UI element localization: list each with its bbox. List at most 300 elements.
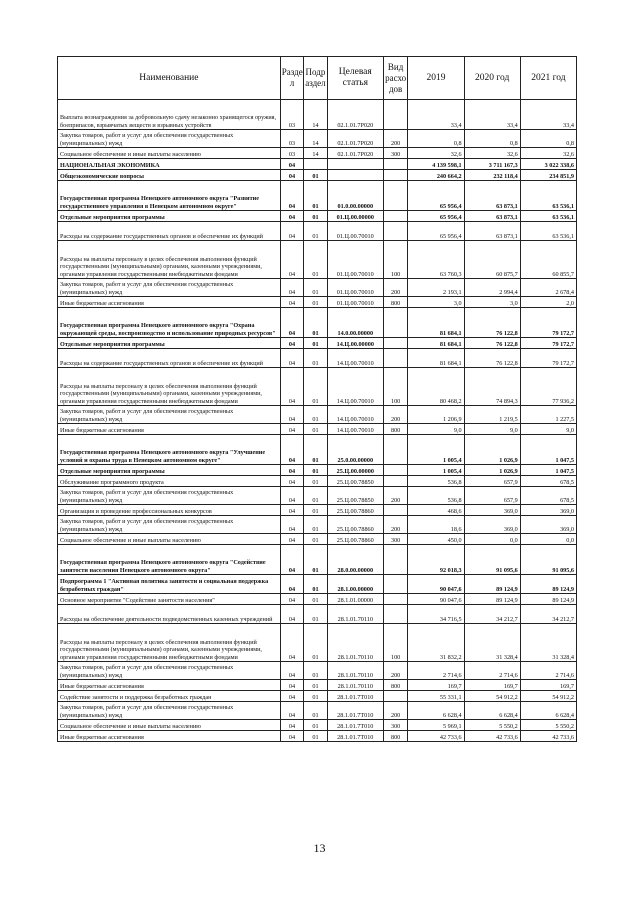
cell-subsection: 01 <box>304 241 327 279</box>
table-row <box>58 575 577 594</box>
cell-section: 03 <box>280 100 303 130</box>
cell-name: Государственная программа Ненецкого автономного округа "Охрана окружающей среды, воспроизводство и использование природных ресурсов" <box>58 308 281 338</box>
header-year-2020: 2020 год <box>464 57 520 100</box>
cell-expense-type: 800 <box>383 731 408 742</box>
cell-target-article: 25.Ц.00.78850 <box>327 476 383 487</box>
cell-expense-type <box>383 505 408 516</box>
cell-2020: 2 994,4 <box>464 279 520 297</box>
cell-expense-type: 100 <box>383 241 408 279</box>
cell-2019: 18,6 <box>408 516 464 534</box>
cell-subsection: 01 <box>304 731 327 742</box>
cell-section: 04 <box>280 594 303 605</box>
cell-target-article: 25.Ц.00.78850 <box>327 487 383 505</box>
cell-2021: 34 212,7 <box>520 605 576 624</box>
table-row <box>58 662 577 680</box>
cell-section: 04 <box>280 297 303 308</box>
header-subsection: Подр аздел <box>304 57 327 100</box>
table-row <box>58 159 577 170</box>
cell-2019: 2 714,6 <box>408 662 464 680</box>
cell-2021: 63 536,1 <box>520 211 576 222</box>
cell-subsection: 01 <box>304 211 327 222</box>
table-row <box>58 435 577 465</box>
cell-2020: 31 328,4 <box>464 624 520 662</box>
cell-name: Закупка товаров, работ и услуг для обеспечения государственных (муниципальных) нужд <box>58 406 281 424</box>
cell-2020: 3,0 <box>464 297 520 308</box>
cell-2021: 33,4 <box>520 100 576 130</box>
cell-subsection: 01 <box>304 662 327 680</box>
cell-2019: 63 760,3 <box>408 241 464 279</box>
cell-2020: 89 124,9 <box>464 575 520 594</box>
cell-2020: 3 711 167,3 <box>464 159 520 170</box>
cell-expense-type: 800 <box>383 424 408 435</box>
cell-expense-type <box>383 545 408 575</box>
cell-expense-type: 200 <box>383 702 408 720</box>
table-row <box>58 170 577 181</box>
table-row <box>58 211 577 222</box>
cell-name: Отдельные мероприятия программы <box>58 465 281 476</box>
cell-2021: 63 536,1 <box>520 181 576 211</box>
cell-2021: 369,0 <box>520 505 576 516</box>
cell-2019: 55 331,1 <box>408 691 464 702</box>
cell-target-article: 28.1.01.7Т010 <box>327 731 383 742</box>
cell-2020: 2 714,6 <box>464 662 520 680</box>
table-header-row <box>58 57 577 100</box>
cell-subsection: 01 <box>304 691 327 702</box>
cell-2021: 63 536,1 <box>520 222 576 241</box>
cell-subsection: 01 <box>304 368 327 406</box>
cell-name: Социальное обеспечение и иные выплаты населению <box>58 720 281 731</box>
table-row <box>58 349 577 368</box>
cell-subsection: 01 <box>304 516 327 534</box>
cell-2021: 2 714,6 <box>520 662 576 680</box>
cell-subsection: 01 <box>304 465 327 476</box>
cell-2019: 65 956,4 <box>408 222 464 241</box>
cell-target-article: 02.1.01.7Р020 <box>327 148 383 159</box>
cell-2019: 6 628,4 <box>408 702 464 720</box>
table-row <box>58 594 577 605</box>
cell-name: Закупка товаров, работ и услуг для обеспечения государственных (муниципальных) нужд <box>58 487 281 505</box>
cell-section: 04 <box>280 424 303 435</box>
cell-2021: 5 550,2 <box>520 720 576 731</box>
cell-name: Закупка товаров, работ и услуг для обеспечения государственных (муниципальных) нужд <box>58 516 281 534</box>
cell-2020: 33,4 <box>464 100 520 130</box>
cell-subsection: 14 <box>304 130 327 148</box>
table-row <box>58 100 577 130</box>
cell-section: 04 <box>280 279 303 297</box>
cell-2019: 33,4 <box>408 100 464 130</box>
cell-2021: 89 124,9 <box>520 575 576 594</box>
cell-name: Иные бюджетные ассигнования <box>58 297 281 308</box>
cell-target-article: 28.1.01.70110 <box>327 680 383 691</box>
cell-target-article: 28.1.01.70110 <box>327 662 383 680</box>
table-row <box>58 487 577 505</box>
header-year-2019: 2019 <box>408 57 464 100</box>
cell-subsection: 01 <box>304 435 327 465</box>
table-row <box>58 424 577 435</box>
cell-subsection: 01 <box>304 406 327 424</box>
cell-section: 04 <box>280 170 303 181</box>
cell-2019: 90 047,6 <box>408 594 464 605</box>
table-row <box>58 241 577 279</box>
cell-name: Содействие занятости и поддержка безработных граждан <box>58 691 281 702</box>
cell-section: 04 <box>280 505 303 516</box>
cell-2019: 468,6 <box>408 505 464 516</box>
cell-2019: 32,6 <box>408 148 464 159</box>
cell-2020: 369,0 <box>464 505 520 516</box>
cell-target-article: 28.1.01.70110 <box>327 624 383 662</box>
cell-2021: 3 022 338,6 <box>520 159 576 170</box>
cell-target-article: 28.1.01.70110 <box>327 605 383 624</box>
cell-expense-type: 300 <box>383 148 408 159</box>
table-row <box>58 720 577 731</box>
cell-2019: 1 206,9 <box>408 406 464 424</box>
cell-expense-type: 300 <box>383 720 408 731</box>
cell-2020: 6 628,4 <box>464 702 520 720</box>
cell-subsection: 01 <box>304 594 327 605</box>
cell-2020: 9,0 <box>464 424 520 435</box>
cell-2020: 5 550,2 <box>464 720 520 731</box>
cell-section: 04 <box>280 308 303 338</box>
cell-2021: 9,0 <box>520 424 576 435</box>
cell-section: 04 <box>280 435 303 465</box>
cell-2019: 1 005,4 <box>408 465 464 476</box>
cell-target-article: 28.1.01.7Т010 <box>327 720 383 731</box>
cell-target-article: 25.Ц.00.78860 <box>327 516 383 534</box>
cell-expense-type: 300 <box>383 534 408 545</box>
cell-section: 04 <box>280 624 303 662</box>
table-row <box>58 279 577 297</box>
table-row <box>58 691 577 702</box>
cell-section: 04 <box>280 731 303 742</box>
cell-name: Выплата вознаграждения за добровольную сдачу незаконно хранящегося оружия, боеприпасов, взрывчатых веществ и взрывных устройств <box>58 100 281 130</box>
table-row <box>58 222 577 241</box>
cell-2019: 65 956,4 <box>408 211 464 222</box>
table-row <box>58 476 577 487</box>
cell-target-article: 14.Ц.00.70010 <box>327 406 383 424</box>
cell-target-article: 01.Ц.00.70010 <box>327 241 383 279</box>
cell-2021: 79 172,7 <box>520 338 576 349</box>
cell-section: 04 <box>280 702 303 720</box>
cell-target-article: 28.1.00.00000 <box>327 575 383 594</box>
cell-target-article: 25.0.00.00000 <box>327 435 383 465</box>
cell-subsection: 01 <box>304 487 327 505</box>
cell-name: Расходы на содержание государственных органов и обеспечение их функций <box>58 349 281 368</box>
header-expense-type: Вид расхо дов <box>383 57 408 100</box>
cell-subsection: 14 <box>304 148 327 159</box>
cell-section: 04 <box>280 487 303 505</box>
cell-2019: 450,0 <box>408 534 464 545</box>
cell-expense-type: 200 <box>383 662 408 680</box>
table-row <box>58 731 577 742</box>
cell-2019: 81 684,1 <box>408 338 464 349</box>
cell-section: 04 <box>280 211 303 222</box>
cell-target-article <box>327 170 383 181</box>
cell-section: 04 <box>280 465 303 476</box>
cell-2020: 369,0 <box>464 516 520 534</box>
cell-expense-type: 200 <box>383 279 408 297</box>
cell-2020: 63 873,1 <box>464 181 520 211</box>
header-name: Наименование <box>58 57 281 100</box>
cell-section: 04 <box>280 691 303 702</box>
table-row <box>58 680 577 691</box>
cell-subsection: 01 <box>304 279 327 297</box>
cell-expense-type <box>383 575 408 594</box>
cell-2019: 9,0 <box>408 424 464 435</box>
table-row <box>58 297 577 308</box>
cell-target-article: 02.1.01.7Р020 <box>327 130 383 148</box>
cell-expense-type <box>383 159 408 170</box>
cell-2019: 4 139 598,1 <box>408 159 464 170</box>
cell-2019: 169,7 <box>408 680 464 691</box>
cell-expense-type <box>383 338 408 349</box>
table-row <box>58 148 577 159</box>
cell-target-article: 28.0.00.00000 <box>327 545 383 575</box>
cell-2021: 91 095,6 <box>520 545 576 575</box>
cell-name: НАЦИОНАЛЬНАЯ ЭКОНОМИКА <box>58 159 281 170</box>
cell-2020: 1 026,9 <box>464 465 520 476</box>
header-section: Разде л <box>280 57 303 100</box>
cell-expense-type <box>383 476 408 487</box>
cell-2020: 91 095,6 <box>464 545 520 575</box>
cell-expense-type <box>383 100 408 130</box>
cell-subsection: 01 <box>304 476 327 487</box>
cell-subsection: 01 <box>304 424 327 435</box>
cell-name: Расходы на выплаты персоналу в целях обеспечения выполнения функций государственными (муниципальными) органами, казенными учреждениями, органами управления государственными внебюджетными фондами <box>58 241 281 279</box>
cell-expense-type <box>383 691 408 702</box>
cell-2021: 79 172,7 <box>520 349 576 368</box>
cell-2021: 77 936,2 <box>520 368 576 406</box>
table-row <box>58 130 577 148</box>
cell-name: Основное мероприятие "Содействие занятости населения" <box>58 594 281 605</box>
cell-expense-type <box>383 181 408 211</box>
cell-expense-type <box>383 594 408 605</box>
header-target-article: Целевая статья <box>327 57 383 100</box>
cell-subsection: 01 <box>304 170 327 181</box>
cell-name: Расходы на выплаты персоналу в целях обеспечения выполнения функций государственными (муниципальными) органами, казенными учреждениями, органами управления государственными внебюджетными фондами <box>58 624 281 662</box>
cell-expense-type <box>383 349 408 368</box>
cell-2021: 0,8 <box>520 130 576 148</box>
cell-2021: 79 172,7 <box>520 308 576 338</box>
cell-2019: 1 005,4 <box>408 435 464 465</box>
cell-2021: 2,0 <box>520 297 576 308</box>
cell-2020: 74 894,3 <box>464 368 520 406</box>
cell-section: 03 <box>280 148 303 159</box>
cell-name: Общеэкономические вопросы <box>58 170 281 181</box>
cell-subsection <box>304 159 327 170</box>
cell-subsection: 01 <box>304 308 327 338</box>
cell-2019: 240 664,2 <box>408 170 464 181</box>
cell-name: Расходы на обеспечение деятельности подведомственных казенных учреждений <box>58 605 281 624</box>
cell-section: 04 <box>280 545 303 575</box>
cell-subsection: 01 <box>304 181 327 211</box>
cell-section: 04 <box>280 720 303 731</box>
cell-target-article: 28.1.01.00000 <box>327 594 383 605</box>
cell-2019: 81 684,1 <box>408 308 464 338</box>
cell-section: 04 <box>280 368 303 406</box>
cell-2019: 5 969,1 <box>408 720 464 731</box>
cell-name: Закупка товаров, работ и услуг для обеспечения государственных (муниципальных) нужд <box>58 279 281 297</box>
cell-expense-type <box>383 435 408 465</box>
cell-name: Иные бюджетные ассигнования <box>58 731 281 742</box>
cell-name: Иные бюджетные ассигнования <box>58 680 281 691</box>
cell-2021: 1 227,5 <box>520 406 576 424</box>
cell-section: 04 <box>280 605 303 624</box>
cell-2020: 76 122,8 <box>464 308 520 338</box>
cell-2020: 76 122,8 <box>464 349 520 368</box>
cell-expense-type: 200 <box>383 406 408 424</box>
cell-2020: 32,6 <box>464 148 520 159</box>
cell-target-article: 01.Ц.00.70010 <box>327 279 383 297</box>
cell-name: Государственная программа Ненецкого автономного округа "Содействие занятости населения Ненецкого автономного округа" <box>58 545 281 575</box>
cell-subsection: 01 <box>304 605 327 624</box>
cell-target-article: 01.Ц.00.00000 <box>327 211 383 222</box>
cell-2020: 89 124,9 <box>464 594 520 605</box>
cell-2020: 54 912,2 <box>464 691 520 702</box>
cell-expense-type <box>383 308 408 338</box>
cell-target-article: 25.Ц.00.78860 <box>327 534 383 545</box>
cell-name: Социальное обеспечение и иные выплаты населению <box>58 148 281 159</box>
table-row <box>58 308 577 338</box>
cell-2019: 31 832,2 <box>408 624 464 662</box>
cell-section: 04 <box>280 662 303 680</box>
cell-2021: 89 124,9 <box>520 594 576 605</box>
table-row <box>58 516 577 534</box>
cell-subsection: 01 <box>304 680 327 691</box>
cell-expense-type <box>383 211 408 222</box>
cell-section: 04 <box>280 241 303 279</box>
cell-expense-type: 100 <box>383 624 408 662</box>
page-number: 13 <box>313 841 326 855</box>
cell-2021: 678,5 <box>520 476 576 487</box>
cell-subsection: 01 <box>304 349 327 368</box>
cell-2020: 657,9 <box>464 476 520 487</box>
cell-2020: 0,0 <box>464 534 520 545</box>
table-row <box>58 465 577 476</box>
cell-section: 04 <box>280 349 303 368</box>
budget-table <box>57 56 577 742</box>
table-row <box>58 406 577 424</box>
cell-target-article <box>327 159 383 170</box>
cell-target-article: 14.Ц.00.70010 <box>327 424 383 435</box>
table-row <box>58 624 577 662</box>
cell-name: Государственная программа Ненецкого автономного округа "Развитие государственного управления в Ненецком автономном округе" <box>58 181 281 211</box>
cell-subsection: 01 <box>304 702 327 720</box>
cell-target-article: 28.1.01.7Т010 <box>327 702 383 720</box>
cell-target-article: 01.Ц.00.70010 <box>327 222 383 241</box>
cell-expense-type: 800 <box>383 680 408 691</box>
cell-subsection: 01 <box>304 297 327 308</box>
cell-2019: 65 956,4 <box>408 181 464 211</box>
cell-name: Социальное обеспечение и иные выплаты населению <box>58 534 281 545</box>
table-row <box>58 181 577 211</box>
cell-2020: 1 219,5 <box>464 406 520 424</box>
cell-name: Закупка товаров, работ и услуг для обеспечения государственных (муниципальных) нужд <box>58 702 281 720</box>
cell-2020: 1 026,9 <box>464 435 520 465</box>
header-year-2021: 2021 год <box>520 57 576 100</box>
table-row <box>58 338 577 349</box>
table-row <box>58 702 577 720</box>
cell-target-article: 01.0.00.00000 <box>327 181 383 211</box>
cell-2021: 234 851,9 <box>520 170 576 181</box>
cell-2021: 0,0 <box>520 534 576 545</box>
cell-target-article: 25.Ц.00.78860 <box>327 505 383 516</box>
cell-2019: 0,8 <box>408 130 464 148</box>
cell-2021: 42 733,6 <box>520 731 576 742</box>
cell-2020: 60 875,7 <box>464 241 520 279</box>
cell-name: Иные бюджетные ассигнования <box>58 424 281 435</box>
cell-subsection: 01 <box>304 545 327 575</box>
cell-2020: 657,9 <box>464 487 520 505</box>
cell-section: 04 <box>280 534 303 545</box>
cell-2019: 80 468,2 <box>408 368 464 406</box>
cell-name: Обслуживание программного продукта <box>58 476 281 487</box>
cell-expense-type: 200 <box>383 487 408 505</box>
table-row <box>58 505 577 516</box>
cell-target-article: 14.Ц.00.00000 <box>327 338 383 349</box>
cell-expense-type: 800 <box>383 297 408 308</box>
cell-2020: 63 873,1 <box>464 222 520 241</box>
table-row <box>58 605 577 624</box>
cell-name: Расходы на содержание государственных органов и обеспечение их функций <box>58 222 281 241</box>
cell-expense-type <box>383 465 408 476</box>
cell-subsection: 14 <box>304 100 327 130</box>
cell-section: 04 <box>280 338 303 349</box>
cell-2019: 90 047,6 <box>408 575 464 594</box>
cell-name: Расходы на выплаты персоналу в целях обеспечения выполнения функций государственными (муниципальными) органами, казенными учреждениями, органами управления государственными внебюджетными фондами <box>58 368 281 406</box>
cell-target-article: 01.Ц.00.70010 <box>327 297 383 308</box>
table-row <box>58 545 577 575</box>
cell-target-article: 25.Ц.00.00000 <box>327 465 383 476</box>
cell-2019: 536,8 <box>408 487 464 505</box>
cell-expense-type: 200 <box>383 516 408 534</box>
cell-expense-type <box>383 170 408 181</box>
cell-section: 04 <box>280 406 303 424</box>
cell-section: 04 <box>280 222 303 241</box>
cell-2021: 2 678,4 <box>520 279 576 297</box>
cell-2020: 63 873,1 <box>464 211 520 222</box>
cell-subsection: 01 <box>304 720 327 731</box>
cell-2021: 169,7 <box>520 680 576 691</box>
cell-name: Закупка товаров, работ и услуг для обеспечения государственных (муниципальных) нужд <box>58 662 281 680</box>
cell-expense-type <box>383 605 408 624</box>
cell-2019: 536,8 <box>408 476 464 487</box>
cell-subsection: 01 <box>304 624 327 662</box>
cell-section: 04 <box>280 516 303 534</box>
cell-2021: 32,6 <box>520 148 576 159</box>
cell-expense-type <box>383 222 408 241</box>
cell-2020: 42 733,6 <box>464 731 520 742</box>
cell-2020: 169,7 <box>464 680 520 691</box>
cell-2021: 60 855,7 <box>520 241 576 279</box>
cell-name: Отдельные мероприятия программы <box>58 338 281 349</box>
table-row <box>58 534 577 545</box>
cell-target-article: 14.0.00.00000 <box>327 308 383 338</box>
cell-2021: 1 047,5 <box>520 465 576 476</box>
cell-2020: 232 118,4 <box>464 170 520 181</box>
cell-name: Отдельные мероприятия программы <box>58 211 281 222</box>
cell-section: 04 <box>280 476 303 487</box>
cell-target-article: 02.1.01.7Р020 <box>327 100 383 130</box>
cell-target-article: 28.1.01.7Т010 <box>327 691 383 702</box>
cell-name: Организация и проведение профессиональных конкурсов <box>58 505 281 516</box>
cell-subsection: 01 <box>304 222 327 241</box>
table-row <box>58 368 577 406</box>
cell-2021: 678,5 <box>520 487 576 505</box>
cell-section: 04 <box>280 181 303 211</box>
cell-2019: 42 733,6 <box>408 731 464 742</box>
cell-section: 04 <box>280 575 303 594</box>
cell-2021: 31 328,4 <box>520 624 576 662</box>
